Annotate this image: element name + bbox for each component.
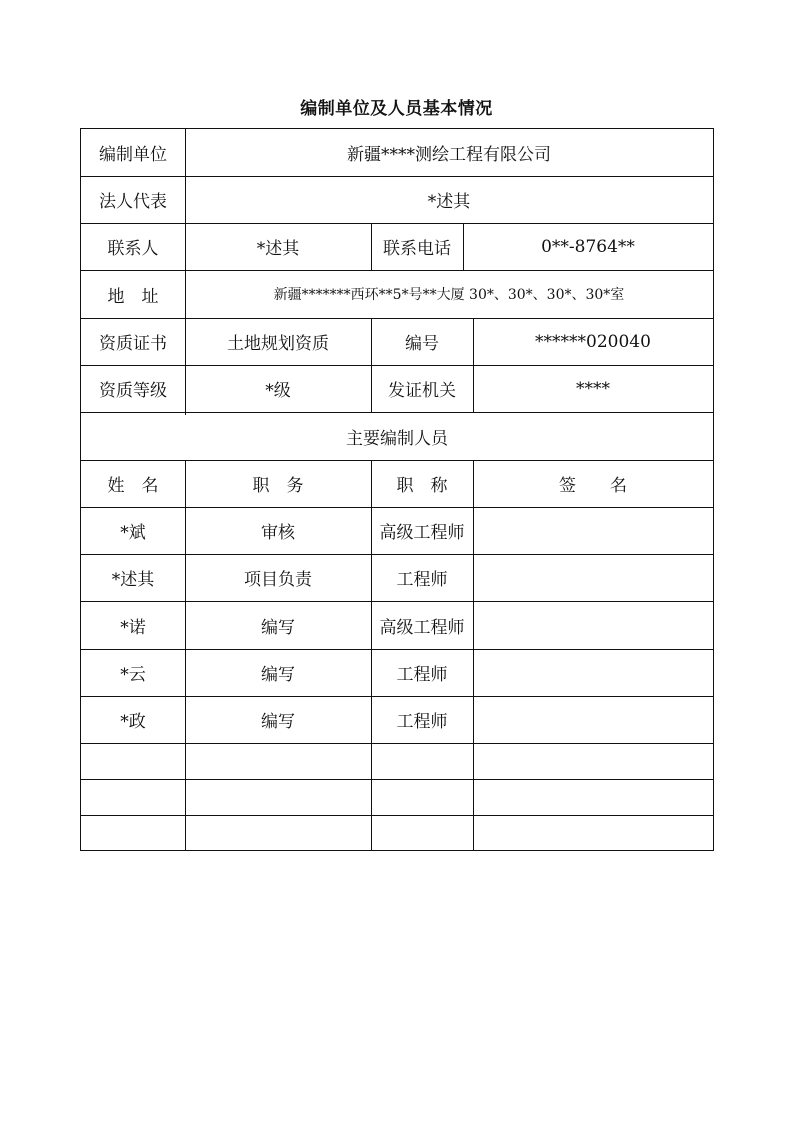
cert-number-value: ******020040 [535,331,651,352]
staff-header-duty: 职 务 [252,476,304,496]
staff-duty: 项目负责 [244,570,312,590]
unit-value: 新疆****测绘工程有限公司 [347,145,551,165]
staff-title: 工程师 [396,665,448,685]
row-divider [81,815,713,816]
staff-duty: 审核 [261,523,295,543]
staff-header-title: 职 称 [396,476,448,496]
staff-header-signature: 签 名 [559,476,627,496]
contact-label: 联系人 [107,239,159,259]
staff-signature [473,554,713,601]
issuer-value: **** [576,378,610,399]
staff-name: *诺 [120,617,146,638]
staff-header-name: 姓 名 [107,476,159,496]
legal-rep-label: 法人代表 [99,192,167,212]
staff-title: 高级工程师 [379,617,465,638]
staff-title: 高级工程师 [379,523,465,543]
staff-duty: 编写 [261,712,295,732]
address-label: 地 址 [107,286,159,307]
cert-number-label: 编号 [405,334,439,354]
staff-name: *斌 [120,523,146,543]
row-divider [81,743,713,744]
legal-rep-value: *述其 [427,192,471,212]
cert-value: 土地规划资质 [227,334,329,354]
issuer-label: 发证机关 [388,381,456,401]
info-table [80,128,714,851]
staff-name: *云 [120,665,146,685]
phone-label: 联系电话 [383,239,451,259]
row-divider [81,779,713,780]
unit-label: 编制单位 [99,145,167,165]
staff-name: *述其 [111,570,155,590]
phone-value: 0**-8764** [541,236,635,257]
staff-signature [473,649,713,696]
staff-title: 工程师 [396,570,448,590]
grade-label: 资质等级 [99,381,167,401]
staff-duty: 编写 [261,617,295,638]
staff-signature [473,696,713,743]
page-title: 编制单位及人员基本情况 [300,99,493,119]
staff-name: *政 [120,712,146,732]
staff-duty: 编写 [261,665,295,685]
staff-signature [473,507,713,554]
contact-value: *述其 [256,239,300,259]
address-value: 新疆*******西环**5*号**大厦 30*、30*、30*、30*室 [273,287,625,303]
grade-value: *级 [265,381,291,401]
staff-signature [473,601,713,649]
staff-title: 工程师 [396,712,448,732]
staff-section-heading: 主要编制人员 [346,428,448,449]
cert-label: 资质证书 [99,334,167,354]
